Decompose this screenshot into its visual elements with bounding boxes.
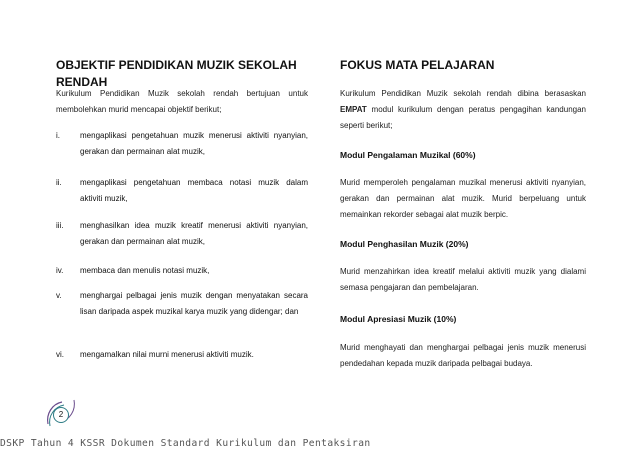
module-text: Murid menzahirkan idea kreatif melalui aktiviti muzik yang dialami semasa pengajaran dan pembelajaran. <box>340 267 586 292</box>
objective-text: mengaplikasi pengetahuan membaca notasi muzik dalam aktiviti muzik, <box>80 178 308 203</box>
objectives-title: OBJEKTIF PENDIDIKAN MUZIK SEKOLAH RENDAH <box>56 58 297 89</box>
focus-intro-bold: EMPAT <box>340 105 367 114</box>
focus-intro-pre: Kurikulum Pendidikan Muzik sekolah rendah dibina berasaskan <box>340 89 586 98</box>
objective-number: vi. <box>56 350 64 359</box>
module-heading: Modul Pengalaman Muzikal (60%) <box>340 150 476 160</box>
objective-text: membaca dan menulis notasi muzik, <box>80 266 210 275</box>
objective-number: v. <box>56 291 62 300</box>
focus-intro <box>340 86 586 134</box>
module-text: Murid menghayati dan menghargai pelbagai jenis muzik menerusi pendedahan kepada muzik daripada pelbagai budaya. <box>340 343 586 368</box>
focus-intro-post: modul kurikulum dengan peratus pengagihan kandungan seperti berikut; <box>340 105 586 130</box>
module-heading: Modul Penghasilan Muzik (20%) <box>340 239 469 249</box>
module-text: Murid memperoleh pengalaman muzikal menerusi aktiviti nyanyian, gerakan dan permainan alat muzik. Murid berpeluang untuk memainkan rekorder sebagai alat muzik berpic. <box>340 178 586 219</box>
objective-text: menghasilkan idea muzik kreatif menerusi aktiviti nyanyian, gerakan dan permainan alat muzik, <box>80 221 308 246</box>
objective-text: mengaplikasi pengetahuan muzik menerusi aktiviti nyanyian, gerakan dan permainan alat muzik, <box>80 131 308 156</box>
objective-number: ii. <box>56 178 62 187</box>
objectives-intro: Kurikulum Pendidikan Muzik sekolah rendah bertujuan untuk membolehkan murid mencapai objektif berikut; <box>56 89 308 114</box>
objective-number: i. <box>56 131 60 140</box>
objective-text: mengamalkan nilai murni menerusi aktiviti muzik. <box>80 350 254 359</box>
objective-number: iv. <box>56 266 64 275</box>
module-heading: Modul Apresiasi Muzik (10%) <box>340 314 457 324</box>
page-number: 2 <box>53 407 69 423</box>
document-footer-title: DSKP Tahun 4 KSSR Dokumen Standard Kurikulum dan Pentaksiran <box>0 438 371 449</box>
objective-number: iii. <box>56 221 64 230</box>
objective-text: menghargai pelbagai jenis muzik dengan menyatakan secara lisan daripada aspek muzikal karya muzik yang didengar; dan <box>80 291 308 316</box>
focus-title: FOKUS MATA PELAJARAN <box>340 58 495 72</box>
